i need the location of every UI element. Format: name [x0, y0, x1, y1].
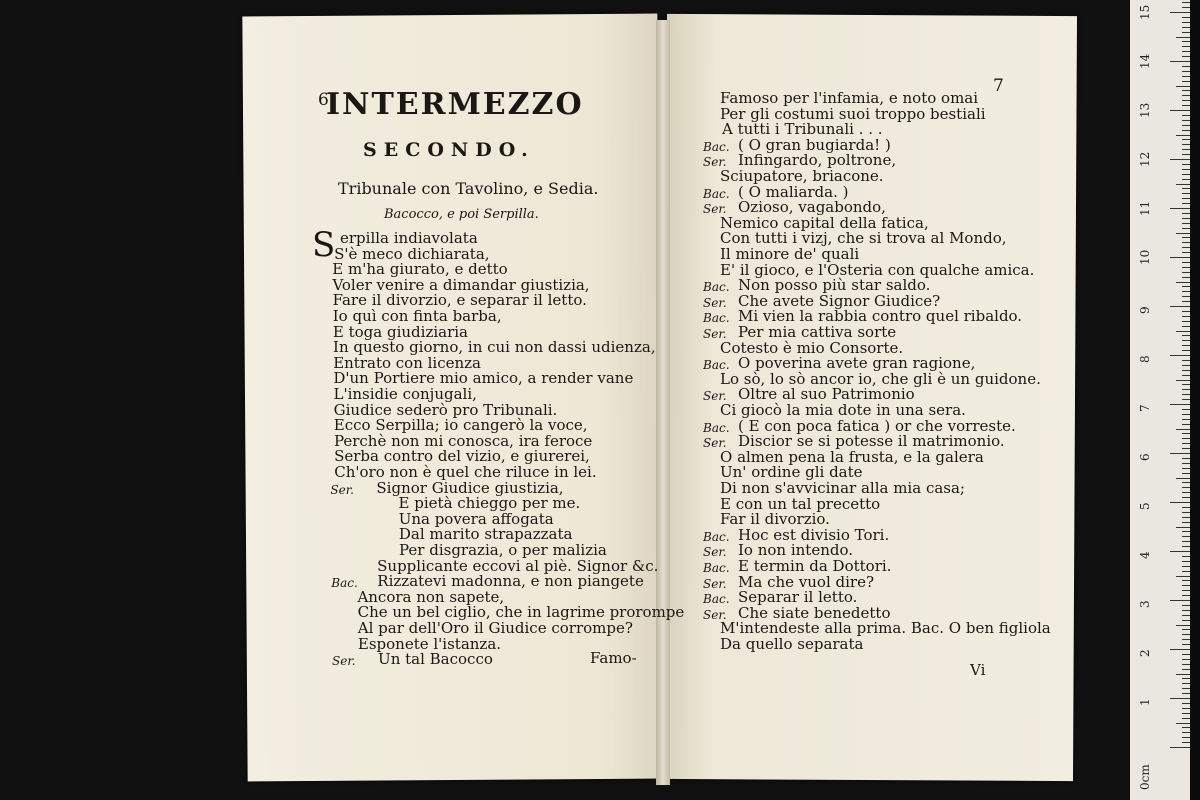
ruler-number: 5 — [1138, 502, 1152, 510]
verse-line: Per disgrazia, o per malizia — [399, 541, 607, 559]
page-subtitle: SECONDO. — [363, 139, 535, 161]
ruler-tick — [1182, 708, 1190, 709]
verse-line: Il minore de' quali — [720, 245, 860, 263]
page-number-left: 6 — [318, 90, 329, 110]
ruler-tick — [1176, 233, 1190, 234]
ruler-tick — [1182, 605, 1190, 606]
ruler-tick — [1182, 634, 1190, 635]
ruler-tick — [1182, 41, 1190, 42]
speaker-label: Ser. — [332, 654, 356, 669]
ruler-tick — [1182, 277, 1190, 278]
ruler-tick — [1182, 384, 1190, 385]
ruler-tick — [1182, 585, 1190, 586]
ruler-tick — [1182, 223, 1190, 224]
ruler-tick — [1182, 727, 1190, 728]
ruler-tick — [1182, 218, 1190, 219]
ruler-tick — [1182, 424, 1190, 425]
verse-line: Io non intendo. — [738, 541, 854, 560]
ruler-tick — [1182, 71, 1190, 72]
ruler-tick — [1182, 130, 1190, 131]
ruler-tick — [1170, 649, 1190, 650]
ruler-tick — [1182, 95, 1190, 96]
ruler-tick — [1182, 419, 1190, 420]
ruler-tick — [1182, 115, 1190, 116]
ruler-tick — [1170, 747, 1190, 748]
speaker-label: Ser. — [703, 295, 727, 310]
verse-line: Cotesto è mio Consorte. — [720, 338, 904, 357]
verse-line: Io quì con finta barba, — [332, 307, 502, 325]
verse-line: Serba contro del vizio, e giurerei, — [334, 447, 590, 466]
ruler-tick — [1182, 497, 1190, 498]
ruler-tick — [1170, 355, 1190, 356]
ruler-tick — [1182, 154, 1190, 155]
ruler-tick — [1176, 625, 1190, 626]
ruler-tick — [1182, 615, 1190, 616]
ruler-tick — [1182, 267, 1190, 268]
ruler-tick — [1176, 282, 1190, 283]
drop-cap: S — [312, 225, 336, 265]
ruler-tick — [1182, 321, 1190, 322]
ruler-tick — [1176, 184, 1190, 185]
verse-line: E pietà chieggo per me. — [398, 494, 581, 513]
ruler-tick — [1182, 463, 1190, 464]
speaker-label: Bac. — [703, 186, 730, 201]
verse-line: Ancora non sapete, — [357, 587, 505, 606]
ruler-tick — [1176, 527, 1190, 528]
ruler-tick — [1170, 404, 1190, 405]
ruler-tick — [1182, 105, 1190, 106]
ruler-tick — [1170, 600, 1190, 601]
verse-line: Hoc est divisio Tori. — [738, 525, 890, 544]
verse-line: Nemico capital della fatica, — [720, 213, 929, 232]
ruler-tick — [1182, 7, 1190, 8]
verse-line: E' il gioco, e l'Osteria con qualche amica. — [720, 260, 1035, 279]
speaker-label: Ser. — [703, 202, 727, 217]
ruler-tick — [1182, 458, 1190, 459]
ruler-tick — [1182, 438, 1190, 439]
ruler-tick — [1170, 306, 1190, 307]
ruler-tick — [1182, 370, 1190, 371]
speaker-label: Bac. — [703, 529, 730, 544]
speaker-label: Ser. — [703, 576, 727, 591]
verse-line: ( O gran bugiarda! ) — [738, 135, 891, 154]
ruler-tick — [1182, 610, 1190, 611]
ruler-tick — [1182, 522, 1190, 523]
verse-line: L'insidie conjugali, — [333, 385, 477, 403]
ruler-tick — [1182, 394, 1190, 395]
ruler-tick — [1182, 561, 1190, 562]
ruler-tick — [1176, 429, 1190, 430]
verse-line: Rizzatevi madonna, e non piangete — [377, 572, 644, 591]
ruler-tick — [1182, 590, 1190, 591]
verse-line: Che avete Signor Giudice? — [738, 291, 941, 310]
ruler-tick — [1170, 12, 1190, 13]
ruler-tick — [1182, 683, 1190, 684]
ruler-tick — [1182, 340, 1190, 341]
ruler-tick — [1182, 301, 1190, 302]
verse-line: Lo sò, lo sò ancor io, che gli è un guidone. — [720, 369, 1041, 388]
ruler-tick — [1182, 76, 1190, 77]
verse-line: Che siate benedetto — [738, 603, 891, 622]
ruler-tick — [1182, 512, 1190, 513]
ruler-tick — [1182, 198, 1190, 199]
ruler-tick — [1182, 56, 1190, 57]
verse-line: Non posso più star saldo. — [738, 276, 931, 295]
ruler-tick — [1176, 331, 1190, 332]
verse-line: Perchè non mi conosca, ira feroce — [333, 431, 593, 450]
ruler-tick — [1182, 22, 1190, 23]
verse-line: Famoso per l'infamia, e noto omai — [720, 89, 979, 107]
verse-line: Ecco Serpilla; io cangerò la voce, — [333, 416, 588, 435]
ruler-tick — [1182, 316, 1190, 317]
ruler-tick — [1182, 414, 1190, 415]
verse-line: E m'ha giurato, e detto — [332, 260, 508, 279]
ruler-number: 7 — [1138, 404, 1152, 412]
verse-line: Discior se si potesse il matrimonio. — [738, 432, 1005, 451]
catchword-right: Vi — [970, 661, 986, 679]
ruler-tick — [1182, 629, 1190, 630]
ruler-tick — [1176, 135, 1190, 136]
ruler-tick — [1182, 732, 1190, 733]
ruler-tick — [1182, 262, 1190, 263]
ruler-tick — [1182, 350, 1190, 351]
ruler-tick — [1182, 242, 1190, 243]
speaker-label: Ser. — [330, 482, 354, 497]
ruler-tick — [1182, 228, 1190, 229]
speaker-label: Bac. — [703, 139, 730, 154]
stage-direction: Bacocco, e poi Serpilla. — [384, 207, 539, 222]
ruler-tick — [1182, 531, 1190, 532]
scene-heading: Tribunale con Tavolino, e Sedia. — [338, 179, 599, 198]
ruler-tick — [1182, 125, 1190, 126]
ruler-tick — [1182, 659, 1190, 660]
speaker-label: Ser. — [703, 436, 727, 451]
ruler-number: 6 — [1138, 453, 1152, 461]
ruler-tick — [1182, 664, 1190, 665]
verse-line: Entrato con licenza — [333, 353, 482, 372]
verse-line: E termin da Dottori. — [738, 557, 892, 575]
ruler-tick — [1182, 473, 1190, 474]
verse-line: Al par dell'Oro il Giudice corrompe? — [357, 619, 633, 637]
verse-line: Esponete l'istanza. — [357, 634, 502, 653]
ruler-tick — [1182, 213, 1190, 214]
ruler-tick — [1182, 169, 1190, 170]
verse-line: Per gli costumi suoi troppo bestiali — [720, 104, 986, 123]
verse-line: Separar il letto. — [738, 588, 858, 607]
ruler-tick — [1170, 61, 1190, 62]
verse-line: Far il divorzio. — [720, 510, 830, 529]
ruler-tick — [1170, 453, 1190, 454]
ruler-tick — [1176, 674, 1190, 675]
speaker-label: Ser. — [703, 155, 727, 170]
ruler-tick — [1182, 536, 1190, 537]
ruler-tick — [1170, 159, 1190, 160]
ruler-tick — [1182, 399, 1190, 400]
ruler-number: 15 — [1138, 4, 1152, 20]
speaker-label: Ser. — [703, 607, 727, 622]
ruler-tick — [1182, 311, 1190, 312]
ruler-tick — [1182, 27, 1190, 28]
ruler-tick — [1182, 669, 1190, 670]
ruler-tick — [1182, 556, 1190, 557]
speaker-label: Ser. — [703, 389, 727, 404]
verse-line: Una povera affogata — [398, 509, 554, 528]
speaker-label: Bac. — [703, 592, 730, 607]
speaker-label: Bac. — [331, 576, 358, 591]
ruler-number: 2 — [1138, 649, 1152, 657]
verse-line: Fare il divorzio, e separar il letto. — [332, 291, 587, 310]
ruler-tick — [1182, 375, 1190, 376]
verse-line: Mi vien la rabbia contro quel ribaldo. — [738, 307, 1023, 326]
ruler-tick — [1182, 566, 1190, 567]
verse-line: Infingardo, poltrone, — [738, 151, 897, 170]
ruler-tick — [1182, 571, 1190, 572]
ruler-tick — [1182, 654, 1190, 655]
speaker-label: Bac. — [703, 358, 730, 373]
ruler-tick — [1182, 688, 1190, 689]
verse-line: Un' ordine gli date — [720, 463, 863, 482]
ruler-tick — [1182, 326, 1190, 327]
ruler-tick — [1182, 335, 1190, 336]
ruler-tick — [1182, 443, 1190, 444]
ruler-number: 12 — [1138, 151, 1152, 167]
verse-line: Oltre al suo Patrimonio — [738, 385, 915, 404]
ruler-tick — [1182, 291, 1190, 292]
book-gutter — [656, 20, 670, 785]
ruler-tick — [1182, 713, 1190, 714]
ruler-unit-label: 0cm — [1138, 764, 1152, 790]
ruler-number: 1 — [1138, 698, 1152, 706]
ruler-tick — [1182, 237, 1190, 238]
ruler-tick — [1170, 257, 1190, 258]
verse-line: Un tal Bacocco — [378, 650, 493, 669]
ruler-tick — [1170, 551, 1190, 552]
speaker-label: Bac. — [703, 311, 730, 326]
ruler-tick — [1182, 541, 1190, 542]
verse-line: M'intendeste alla prima. Bac. O ben figliola — [720, 619, 1051, 638]
ruler-tick — [1182, 247, 1190, 248]
verse-line: ( E con poca fatica ) or che vorreste. — [738, 416, 1016, 435]
ruler-tick — [1182, 620, 1190, 621]
speaker-label: Ser. — [703, 545, 727, 560]
verse-line: Da quello separata — [720, 635, 864, 653]
page-title: INTERMEZZO — [326, 87, 584, 122]
speaker-label: Bac. — [703, 420, 730, 435]
verse-line: Ci giocò la mia dote in una sera. — [720, 401, 966, 419]
ruler-tick — [1182, 100, 1190, 101]
verse-line: erpilla indiavolata — [340, 229, 478, 247]
speaker-label: Ser. — [703, 327, 727, 341]
ruler-tick — [1182, 595, 1190, 596]
verse-line: Signor Giudice giustizia, — [376, 478, 564, 497]
ruler-tick — [1182, 120, 1190, 121]
ruler-tick — [1182, 51, 1190, 52]
verse-line: Ch'oro non è quel che riluce in lei. — [334, 463, 597, 481]
verse-line: In questo giorno, in cui non dassi udienza, — [333, 338, 656, 357]
ruler-tick — [1182, 188, 1190, 189]
ruler-tick — [1182, 580, 1190, 581]
ruler-tick — [1182, 693, 1190, 694]
ruler-tick — [1176, 37, 1190, 38]
ruler-tick — [1182, 149, 1190, 150]
verse-line: O almen pena la frusta, e la galera — [720, 447, 984, 466]
measuring-ruler — [1130, 0, 1190, 800]
verse-line: Che un bel ciglio, che in lagrime prorompe — [357, 603, 685, 622]
ruler-tick — [1176, 576, 1190, 577]
ruler-number: 9 — [1138, 306, 1152, 314]
ruler-tick — [1182, 90, 1190, 91]
ruler-tick — [1182, 718, 1190, 719]
ruler-tick — [1182, 678, 1190, 679]
ruler-tick — [1182, 448, 1190, 449]
speaker-label: Bac. — [703, 280, 730, 295]
ruler-tick — [1182, 742, 1190, 743]
ruler-tick — [1170, 502, 1190, 503]
ruler-number: 8 — [1138, 355, 1152, 363]
ruler-tick — [1182, 487, 1190, 488]
ruler-tick — [1182, 164, 1190, 165]
ruler-number: 13 — [1138, 102, 1152, 118]
ruler-tick — [1176, 86, 1190, 87]
ruler-tick — [1182, 389, 1190, 390]
ruler-tick — [1182, 409, 1190, 410]
ruler-tick — [1182, 203, 1190, 204]
ruler-tick — [1170, 208, 1190, 209]
page-number-right: 7 — [993, 76, 1004, 96]
verse-line: ( O maliarda. ) — [738, 182, 849, 201]
ruler-tick — [1182, 468, 1190, 469]
ruler-tick — [1182, 193, 1190, 194]
ruler-tick — [1182, 144, 1190, 145]
ruler-tick — [1182, 2, 1190, 3]
verse-line: Supplicante eccovi al piè. Signor &c. — [377, 556, 659, 575]
ruler-tick — [1182, 644, 1190, 645]
ruler-number: 14 — [1138, 53, 1152, 69]
ruler-tick — [1182, 507, 1190, 508]
ruler-tick — [1182, 286, 1190, 287]
ruler-tick — [1182, 737, 1190, 738]
ruler-tick — [1182, 66, 1190, 67]
ruler-tick — [1182, 179, 1190, 180]
ruler-tick — [1176, 723, 1190, 724]
catchword-left: Famo- — [590, 649, 637, 667]
ruler-number: 4 — [1138, 551, 1152, 559]
ruler-tick — [1182, 517, 1190, 518]
verse-line: Per mia cattiva sorte — [738, 323, 897, 341]
ruler-tick — [1182, 81, 1190, 82]
ruler-tick — [1182, 46, 1190, 47]
ruler-tick — [1182, 546, 1190, 547]
verse-line: S'è meco dichiarata, — [334, 244, 490, 263]
speaker-label: Bac. — [703, 561, 730, 575]
ruler-tick — [1182, 360, 1190, 361]
ruler-number: 11 — [1138, 200, 1152, 216]
ruler-number: 3 — [1138, 600, 1152, 608]
ruler-tick — [1182, 703, 1190, 704]
ruler-tick — [1182, 17, 1190, 18]
verse-line: Voler venire a dimandar giustizia, — [332, 275, 590, 294]
verse-line: Dal marito strapazzata — [398, 525, 573, 544]
verse-line: Giudice sederò pro Tribunali. — [333, 400, 558, 419]
verse-line: Di non s'avvicinar alla mia casa; — [720, 479, 965, 497]
verse-line: Sciupatore, briacone. — [720, 167, 884, 185]
verse-line: E toga giudiziaria — [332, 322, 468, 341]
ruler-tick — [1182, 639, 1190, 640]
verse-line: A tutti i Tribunali . . . — [722, 120, 883, 139]
ruler-tick — [1170, 110, 1190, 111]
ruler-tick — [1176, 478, 1190, 479]
ruler-tick — [1182, 32, 1190, 33]
ruler-tick — [1182, 296, 1190, 297]
ruler-number: 10 — [1138, 249, 1152, 265]
verse-line: E con un tal precetto — [720, 494, 881, 513]
ruler-tick — [1182, 433, 1190, 434]
ruler-tick — [1182, 252, 1190, 253]
ruler-tick — [1182, 492, 1190, 493]
ruler-tick — [1170, 698, 1190, 699]
ruler-tick — [1182, 174, 1190, 175]
verse-line: Con tutti i vizj, che si trova al Mondo, — [720, 229, 1007, 248]
verse-line: Ma che vuol dire? — [738, 572, 874, 591]
ruler-tick — [1176, 380, 1190, 381]
ruler-tick — [1182, 482, 1190, 483]
verse-line: Ozioso, vagabondo, — [738, 198, 886, 217]
ruler-tick — [1182, 345, 1190, 346]
ruler-tick — [1182, 139, 1190, 140]
verse-line: D'un Portiere mio amico, a render vane — [333, 369, 634, 388]
ruler-tick — [1182, 365, 1190, 366]
verse-line: O poverina avete gran ragione, — [738, 354, 976, 373]
ruler-tick — [1182, 272, 1190, 273]
